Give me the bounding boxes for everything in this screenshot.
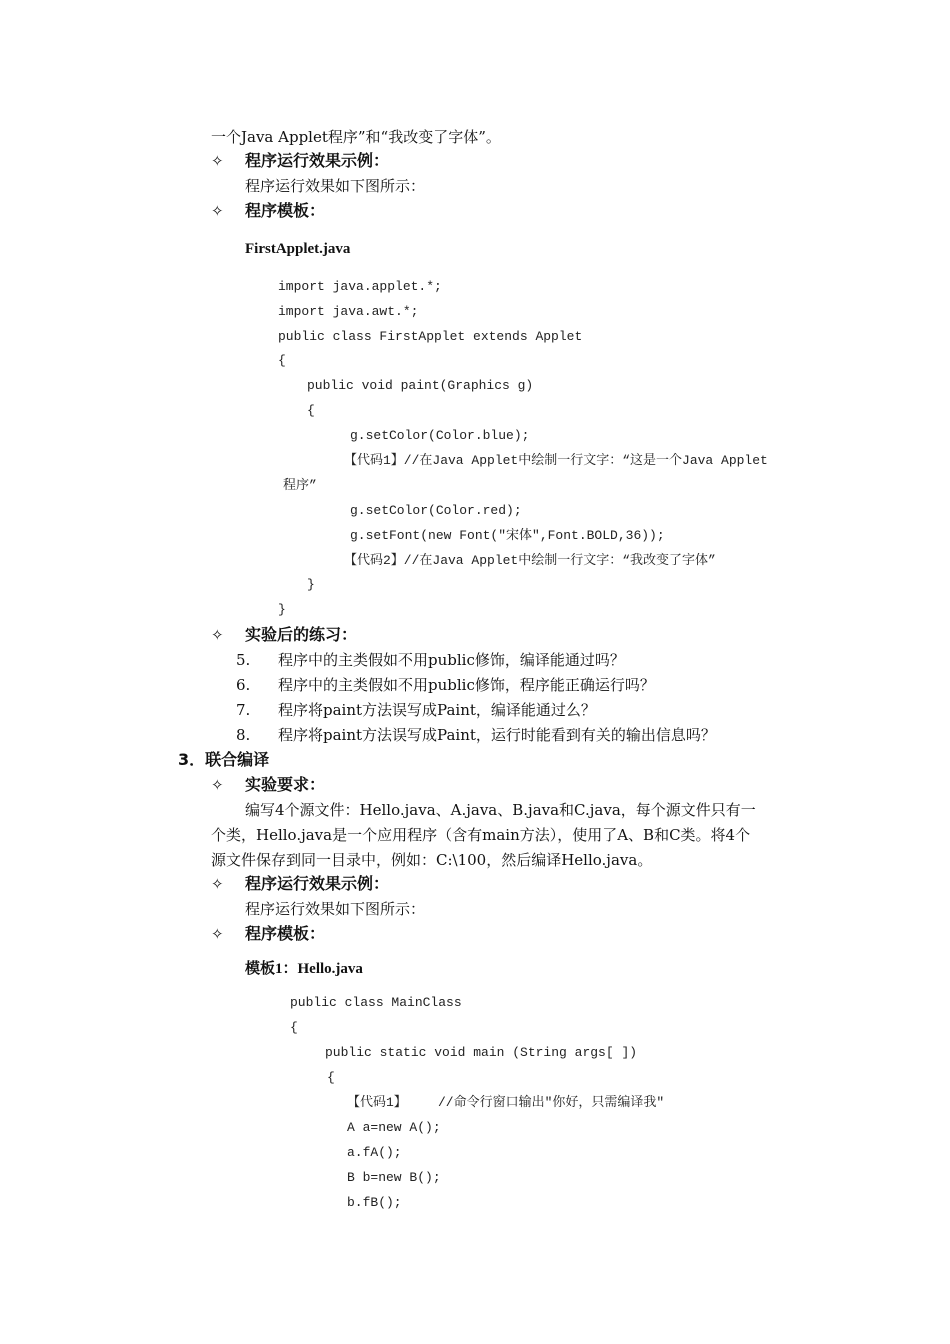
exercise-number: 8. <box>236 726 251 744</box>
code-line: 【代码1】 //命令行窗口输出"你好，只需编译我" <box>347 1095 665 1110</box>
code-line: g.setFont(new Font("宋体",Font.BOLD,36)); <box>350 528 665 543</box>
s1-template-heading: 程序模板： <box>245 201 326 220</box>
diamond-bullet-icon: ✧ <box>211 202 224 220</box>
s3-result-heading: 程序运行效果示例： <box>245 874 390 893</box>
code-line: B b=new B(); <box>347 1170 441 1185</box>
s3-filename: 模板1：Hello.java <box>245 961 363 977</box>
s1-result-text: 程序运行效果如下图所示： <box>245 177 426 195</box>
exercise-number: 6. <box>236 676 251 694</box>
code-line: } <box>278 602 286 617</box>
diamond-bullet-icon: ✧ <box>211 626 224 644</box>
code-line: } <box>307 577 315 592</box>
code-line: public void paint(Graphics g) <box>307 378 534 393</box>
s3-template-heading: 程序模板： <box>245 924 326 943</box>
diamond-bullet-icon: ✧ <box>211 776 224 794</box>
code-line: { <box>290 1020 298 1035</box>
diamond-bullet-icon: ✧ <box>211 152 224 170</box>
code-line: 【代码2】//在Java Applet中绘制一行文字：“我改变了字体” <box>344 553 716 568</box>
code-line: { <box>278 353 286 368</box>
code-line: { <box>327 1070 335 1085</box>
code-line: A a=new A(); <box>347 1120 441 1135</box>
code-line: import java.applet.*; <box>278 279 442 294</box>
exercise-number: 5. <box>236 651 251 669</box>
s3-result-text: 程序运行效果如下图所示： <box>245 900 426 918</box>
s1-exercise-heading: 实验后的练习： <box>245 625 358 644</box>
exercise-number: 7. <box>236 701 251 719</box>
code-line: g.setColor(Color.red); <box>350 503 522 518</box>
section-3-title: 3．联合编译 <box>178 750 270 769</box>
code-line: 程序” <box>283 478 317 493</box>
exercise-text: 程序将paint方法误写成Paint，运行时能看到有关的输出信息吗？ <box>278 726 716 744</box>
code-line: public class FirstApplet extends Applet <box>278 329 583 344</box>
exercise-text: 程序将paint方法误写成Paint，编译能通过么？ <box>278 701 596 719</box>
s3-req-line: 源文件保存到同一目录中，例如：C:\100，然后编译Hello.java。 <box>211 851 653 869</box>
code-line: { <box>307 403 315 418</box>
diamond-bullet-icon: ✧ <box>211 925 224 943</box>
s1-filename: FirstApplet.java <box>245 241 351 257</box>
s3-req-line: 编写4个源文件：Hello.java、A.java、B.java和C.java，每个源文件只有一 <box>245 801 756 819</box>
code-line: public class MainClass <box>290 995 462 1010</box>
code-line: a.fA(); <box>347 1145 402 1160</box>
code-line: public static void main (String args[ ]) <box>325 1045 638 1060</box>
s3-req-heading: 实验要求： <box>245 775 326 794</box>
exercise-text: 程序中的主类假如不用public修饰，程序能正确运行吗？ <box>278 676 655 694</box>
s1-result-heading: 程序运行效果示例： <box>245 151 390 170</box>
code-line: 【代码1】//在Java Applet中绘制一行文字：“这是一个Java Applet <box>344 453 768 468</box>
diamond-bullet-icon: ✧ <box>211 875 224 893</box>
exercise-text: 程序中的主类假如不用public修饰，编译能通过吗？ <box>278 651 625 669</box>
code-line: b.fB(); <box>347 1195 402 1210</box>
intro-tail: 一个Java Applet程序”和“我改变了字体”。 <box>211 128 501 146</box>
s3-req-line: 个类，Hello.java是一个应用程序（含有main方法），使用了A、B和C类。将4个 <box>211 826 751 844</box>
code-line: g.setColor(Color.blue); <box>350 428 530 443</box>
code-line: import java.awt.*; <box>278 304 419 319</box>
